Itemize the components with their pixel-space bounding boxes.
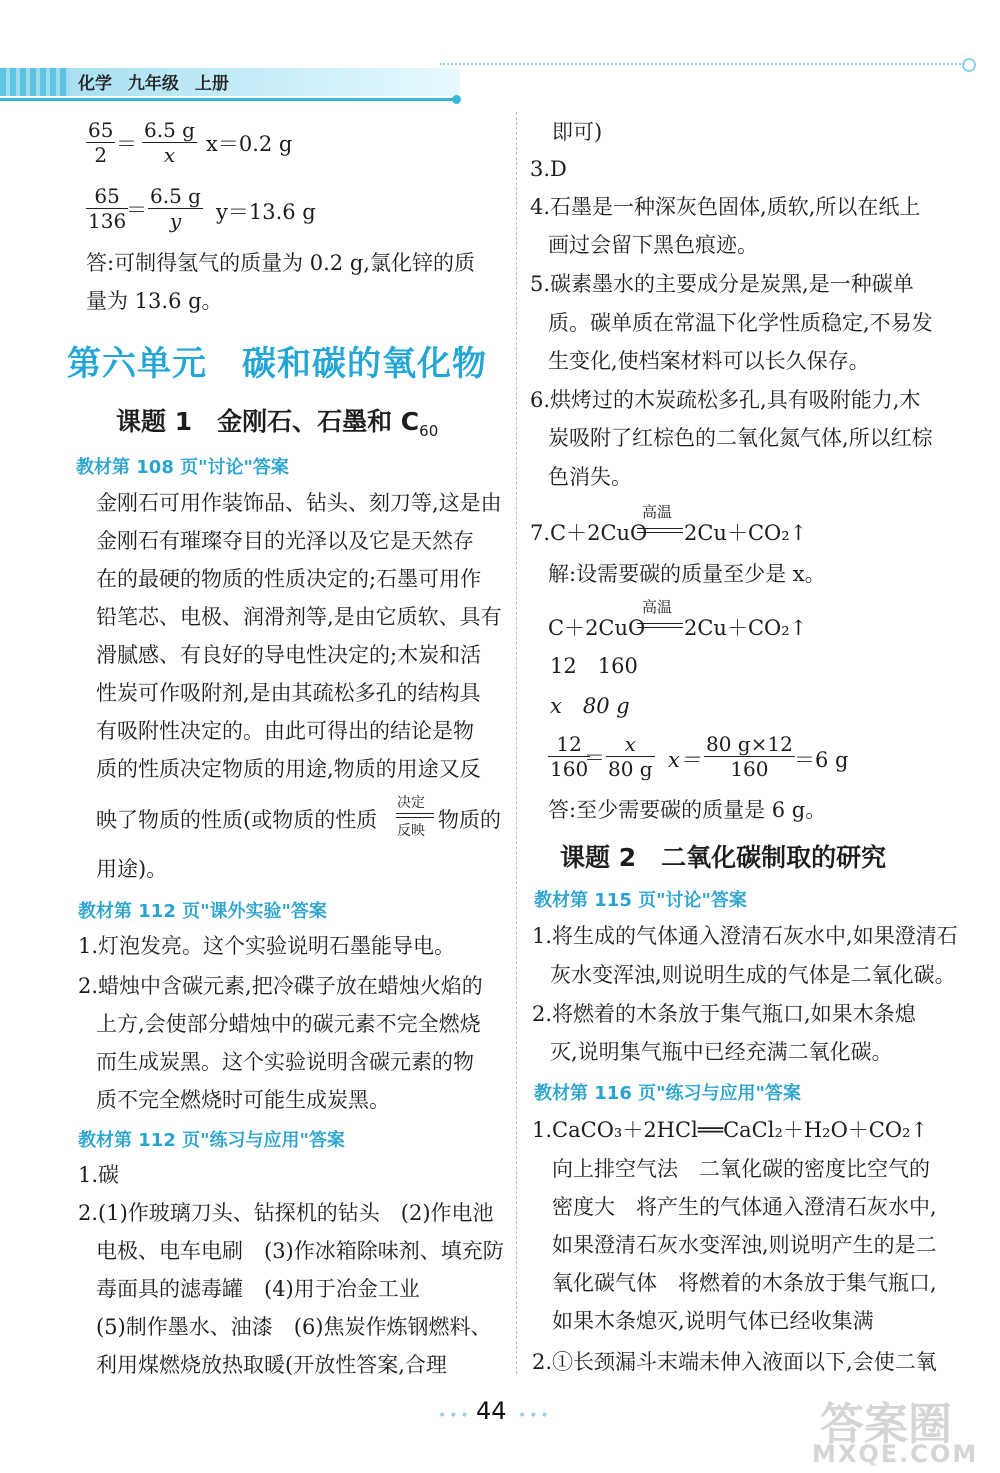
- sec2-line: 质不完全燃烧时可能生成炭黑。: [96, 1088, 390, 1112]
- section-heading-112-practice: 教材第 112 页"练习与应用"答案: [78, 1130, 345, 1151]
- calc7-n3: 80 g×12: [706, 732, 793, 756]
- sec5-line: 密度大 将产生的气体通入澄清石灰水中,: [552, 1195, 937, 1219]
- calc1-den1: 2: [94, 143, 108, 167]
- right-line: 3.D: [530, 157, 567, 181]
- eq7-condition: 高温: [642, 503, 673, 521]
- calc1-frac-b: [142, 118, 197, 167]
- ratio-line-2: x 80 g: [550, 694, 630, 718]
- header-label: [78, 69, 229, 94]
- column-divider: [516, 112, 518, 1374]
- lesson1-subscript: 60: [419, 422, 439, 440]
- section-heading-116: 教材第 116 页"练习与应用"答案: [534, 1083, 801, 1104]
- calc1-frac-a: [86, 118, 115, 167]
- sec3-line: 毒面具的滤毒罐 (4)用于冶金工业: [96, 1277, 420, 1301]
- calc7-frac-b: [606, 732, 655, 781]
- calc7-n1: 12: [556, 732, 582, 756]
- sec2-line: 2.蜡烛中含碳元素,把冷碟子放在蜡烛火焰的: [78, 974, 483, 998]
- sec5-line: 如果木条熄灭,说明气体已经收集满: [552, 1309, 874, 1333]
- sec1-line-arrow-post: 物质的: [438, 808, 501, 832]
- header-grade: 九年级: [127, 74, 179, 94]
- sec4-line: 灰水变浑浊,则说明生成的气体是二氧化碳。: [550, 963, 956, 987]
- calc7-n2: x: [624, 732, 636, 756]
- calc7-pre: x＝: [668, 748, 701, 772]
- sec3-line: 2.(1)作玻璃刀头、钻探机的钻头 (2)作电池: [78, 1201, 494, 1225]
- calc7-d3: 160: [730, 757, 769, 781]
- calc2-den1: 136: [88, 209, 127, 233]
- eq-bar-2: [637, 623, 683, 624]
- sec1-line: 铅笔芯、电极、润滑剂等,是由它质软、具有: [96, 605, 502, 629]
- sec4-line: 灭,说明集气瓶中已经充满二氧化碳。: [550, 1040, 893, 1064]
- eq7-left: 7.C＋2CuO: [530, 521, 648, 545]
- page-dots-right: •••: [518, 1408, 552, 1424]
- sec2-line: 1.灯泡发亮。这个实验说明石墨能导电。: [78, 934, 456, 958]
- sec2-line: 而生成炭黑。这个实验说明含碳元素的物: [96, 1050, 474, 1074]
- right-line: 即可): [552, 120, 603, 144]
- page-number: 44: [476, 1397, 507, 1425]
- answer7: 答:至少需要碳的质量是 6 g。: [548, 798, 827, 822]
- sec1-line: 滑腻感、有良好的导电性决定的;木炭和活: [96, 643, 482, 667]
- calc2-den2: y: [169, 209, 182, 233]
- header-dotted-rule: [440, 63, 965, 65]
- calc2-eq: ＝: [126, 198, 147, 222]
- solve-line: 解:设需要碳的质量至少是 x。: [548, 562, 826, 586]
- eq7-bar: [637, 532, 683, 533]
- calc1-num1: 65: [88, 118, 114, 142]
- sec5-equation: 1.CaCO₃＋2HCl══CaCl₂＋H₂O＋CO₂↑: [532, 1118, 929, 1142]
- arrow-label-bottom: 反映: [397, 823, 425, 839]
- header-ring-icon: [962, 58, 976, 72]
- header-underline: [0, 98, 456, 101]
- calc7-d1: 160: [550, 757, 589, 781]
- sec1-line: 有吸附性决定的。由此可得出的结论是物: [96, 719, 474, 743]
- calc2-frac-a: [86, 184, 128, 233]
- calc1-den2: x: [163, 143, 176, 167]
- calc2-frac-b: [148, 184, 203, 233]
- right-line: 4.石墨是一种深灰色固体,质软,所以在纸上: [530, 195, 921, 219]
- eq-condition-2: 高温: [642, 598, 673, 616]
- right-line: 炭吸附了红棕色的二氧化氮气体,所以红棕: [548, 426, 933, 450]
- double-arrow-line: [396, 817, 434, 818]
- header-stripe: [0, 68, 70, 96]
- sec5-line: 2.①长颈漏斗末端未伸入液面以下,会使二氧: [532, 1350, 937, 1374]
- calc7-frac-c: [704, 732, 795, 781]
- lesson1-title-text: 课题 1 金刚石、石墨和 C: [116, 407, 420, 436]
- sec5-line: 氧化碳气体 将燃着的木条放于集气瓶口,: [552, 1271, 937, 1295]
- calc2-num1: 65: [94, 184, 120, 208]
- sec3-line: 利用煤燃烧放热取暖(开放性答案,合理: [96, 1353, 447, 1377]
- header-volume: 上册: [194, 74, 229, 94]
- sec1-line-end: 用途)。: [96, 857, 168, 881]
- calc7-result: ＝6 g: [794, 748, 849, 772]
- header-dot-icon: [452, 95, 461, 104]
- sec1-line: 性炭可作吸附剂,是由其疏松多孔的结构具: [96, 681, 481, 705]
- watermark-url: MXQE.COM: [812, 1440, 979, 1468]
- sec3-line: 电极、电车电刷 (3)作冰箱除味剂、填充防: [96, 1239, 504, 1263]
- calc1-num2: 6.5 g: [144, 118, 195, 142]
- calc2-result: y＝13.6 g: [216, 200, 316, 224]
- sec1-line: 质的性质决定物质的用途,物质的用途又反: [96, 757, 481, 781]
- sec4-line: 2.将燃着的木条放于集气瓶口,如果木条熄: [532, 1002, 916, 1026]
- eq7-bar: [637, 528, 683, 529]
- arrow-label-top: 决定: [397, 795, 425, 811]
- lesson1-title: [116, 402, 438, 440]
- eq-left-2: C＋2CuO: [548, 616, 646, 640]
- sec3-line: (5)制作墨水、油漆 (6)焦炭作炼钢燃料、: [96, 1315, 492, 1339]
- sec1-line: 在的最硬的物质的性质决定的;石墨可用作: [96, 567, 482, 591]
- right-line: 6.烘烤过的木炭疏松多孔,具有吸附能力,木: [530, 388, 921, 412]
- sec5-line: 向上排空气法 二氧化碳的密度比空气的: [552, 1157, 930, 1181]
- eq-right-2: 2Cu＋CO₂↑: [684, 616, 808, 640]
- section-heading-112-experiment: 教材第 112 页"课外实验"答案: [78, 901, 327, 922]
- sec1-line: 金刚石有璀璨夺目的光泽以及它是天然存: [96, 529, 474, 553]
- calc1-eq: ＝: [116, 132, 137, 156]
- page-dots-left: •••: [438, 1408, 472, 1424]
- sec1-line: 金刚石可用作装饰品、钻头、刻刀等,这是由: [96, 491, 502, 515]
- right-line: 画过会留下黑色痕迹。: [548, 233, 758, 257]
- right-line: 5.碳素墨水的主要成分是炭黑,是一种碳单: [530, 272, 914, 296]
- sec4-line: 1.将生成的气体通入澄清石灰水中,如果澄清石: [532, 924, 958, 948]
- double-arrow-line: [396, 813, 434, 814]
- header-subject: 化学: [78, 74, 112, 94]
- watermark-logo: 答案圈: [820, 1399, 952, 1450]
- section-heading-115: 教材第 115 页"讨论"答案: [534, 890, 747, 911]
- answer-line-1: 答:可制得氢气的质量为 0.2 g,氯化锌的质: [86, 251, 475, 275]
- eq7-right: 2Cu＋CO₂↑: [684, 521, 808, 545]
- eq-bar-2: [637, 627, 683, 628]
- right-line: 色消失。: [548, 465, 632, 489]
- calc7-d2: 80 g: [608, 757, 653, 781]
- answer-line-2: 量为 13.6 g。: [86, 289, 223, 313]
- lesson2-title: 课题 2 二氧化碳制取的研究: [560, 843, 887, 872]
- calc1-result: x＝0.2 g: [206, 132, 293, 156]
- sec1-line-arrow-pre: 映了物质的性质(或物质的性质: [96, 808, 378, 832]
- unit-title: 第六单元 碳和碳的氧化物: [67, 344, 487, 384]
- section-heading-108: 教材第 108 页"讨论"答案: [76, 457, 289, 478]
- calc7-eq: ＝: [584, 746, 605, 770]
- sec2-line: 上方,会使部分蜡烛中的碳元素不完全燃烧: [96, 1012, 481, 1036]
- right-line: 质。碳单质在常温下化学性质稳定,不易发: [548, 311, 933, 335]
- right-line: 生变化,使档案材料可以长久保存。: [548, 349, 870, 373]
- sec3-line: 1.碳: [78, 1163, 120, 1187]
- calc2-num2: 6.5 g: [150, 184, 201, 208]
- sec5-line: 如果澄清石灰水变浑浊,则说明产生的是二: [552, 1233, 937, 1257]
- ratio-line-1: 12 160: [550, 654, 638, 678]
